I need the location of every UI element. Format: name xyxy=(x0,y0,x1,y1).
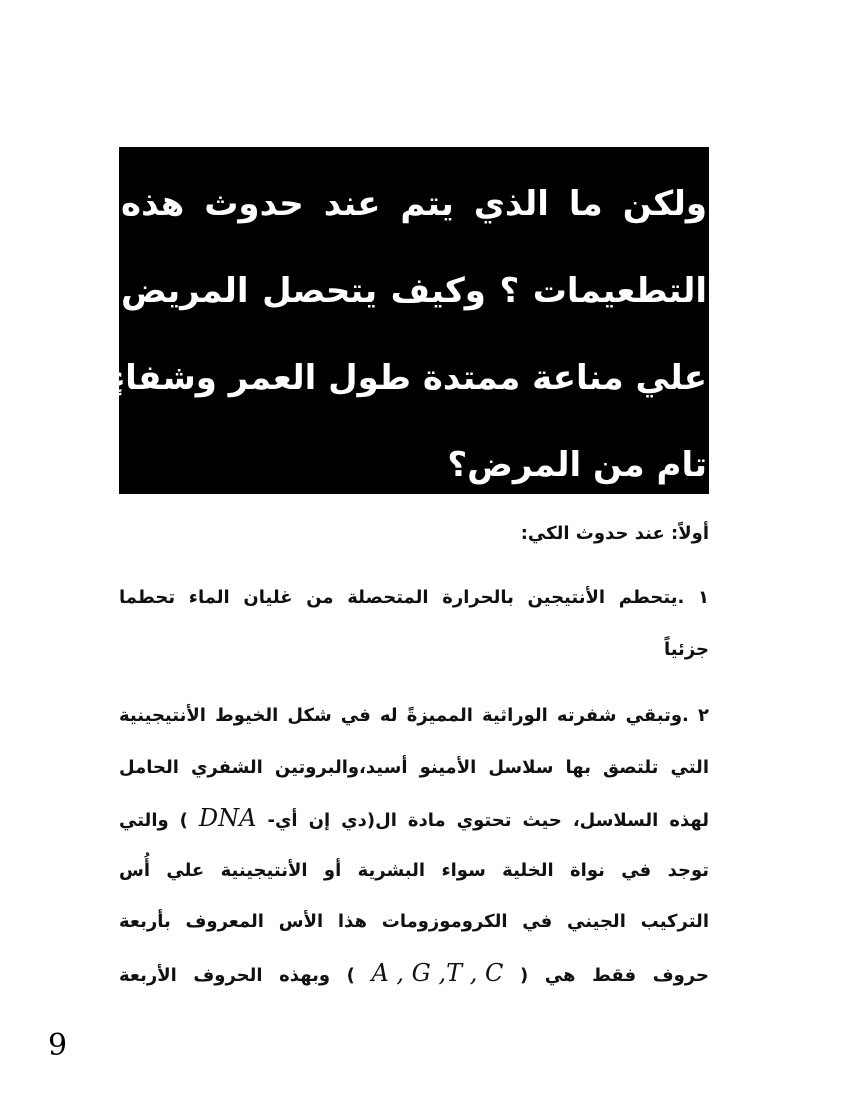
paragraph-2 xyxy=(119,690,709,999)
paragraph-1-line-2: جزئياً xyxy=(663,638,709,660)
paragraph-2-line-5: التركيب الجيني في الكروموزومات هذا الأس المعروف بأربعة xyxy=(119,911,709,932)
paragraph-1 xyxy=(119,572,709,675)
paragraph-1-line-1: ١ .يتحطم الأنتيجين بالحرارة المتحصلة من غليان الماء تحطما xyxy=(119,587,709,608)
section-heading xyxy=(119,508,709,560)
bases-latin-text: A , G ,T , C xyxy=(371,958,504,987)
dna-latin-text: DNA xyxy=(198,804,257,832)
line-6-text-a: حروف فقط هي ( xyxy=(519,964,709,986)
paragraph-2-line-4: توجد في نواة الخلية سواء البشرية أو الأنتيجينية علي أُس xyxy=(119,859,709,881)
paragraph-2-line-6 xyxy=(119,948,709,1000)
title-line-1: ولكن ما الذي يتم عند حدوث هذه xyxy=(121,184,707,224)
page-number: 9 xyxy=(48,1028,68,1063)
paragraph-2-line-1: ٢ .وتبقي شفرته الوراثية المميزةً له في شكل الخيوط الأنتيجينية xyxy=(119,705,709,726)
heading-text: أولاً: عند حدوث الكي: xyxy=(520,523,709,544)
line-3-text-b: ) والتي xyxy=(119,810,188,831)
paragraph-2-line-2: التي تلتصق بها سلاسل الأمينو أسيد،والبروتين الشفري الحامل xyxy=(119,756,709,778)
line-6-text-b: ) وبهذه الحروف الأربعة xyxy=(119,964,355,986)
paragraph-2-line-3 xyxy=(119,793,709,845)
title-box xyxy=(107,147,709,494)
title-line-2: التطعيمات ؟ وكيف يتحصل المريض xyxy=(121,271,707,311)
title-line-4: تام من المرض؟ xyxy=(447,445,707,485)
line-3-text-a: لهذه السلاسل، حيث تحتوي مادة ال(دي إن أي- xyxy=(267,810,709,831)
title-line-3: علي مناعة ممتدة طول العمر وشفاءٍ xyxy=(107,358,707,398)
